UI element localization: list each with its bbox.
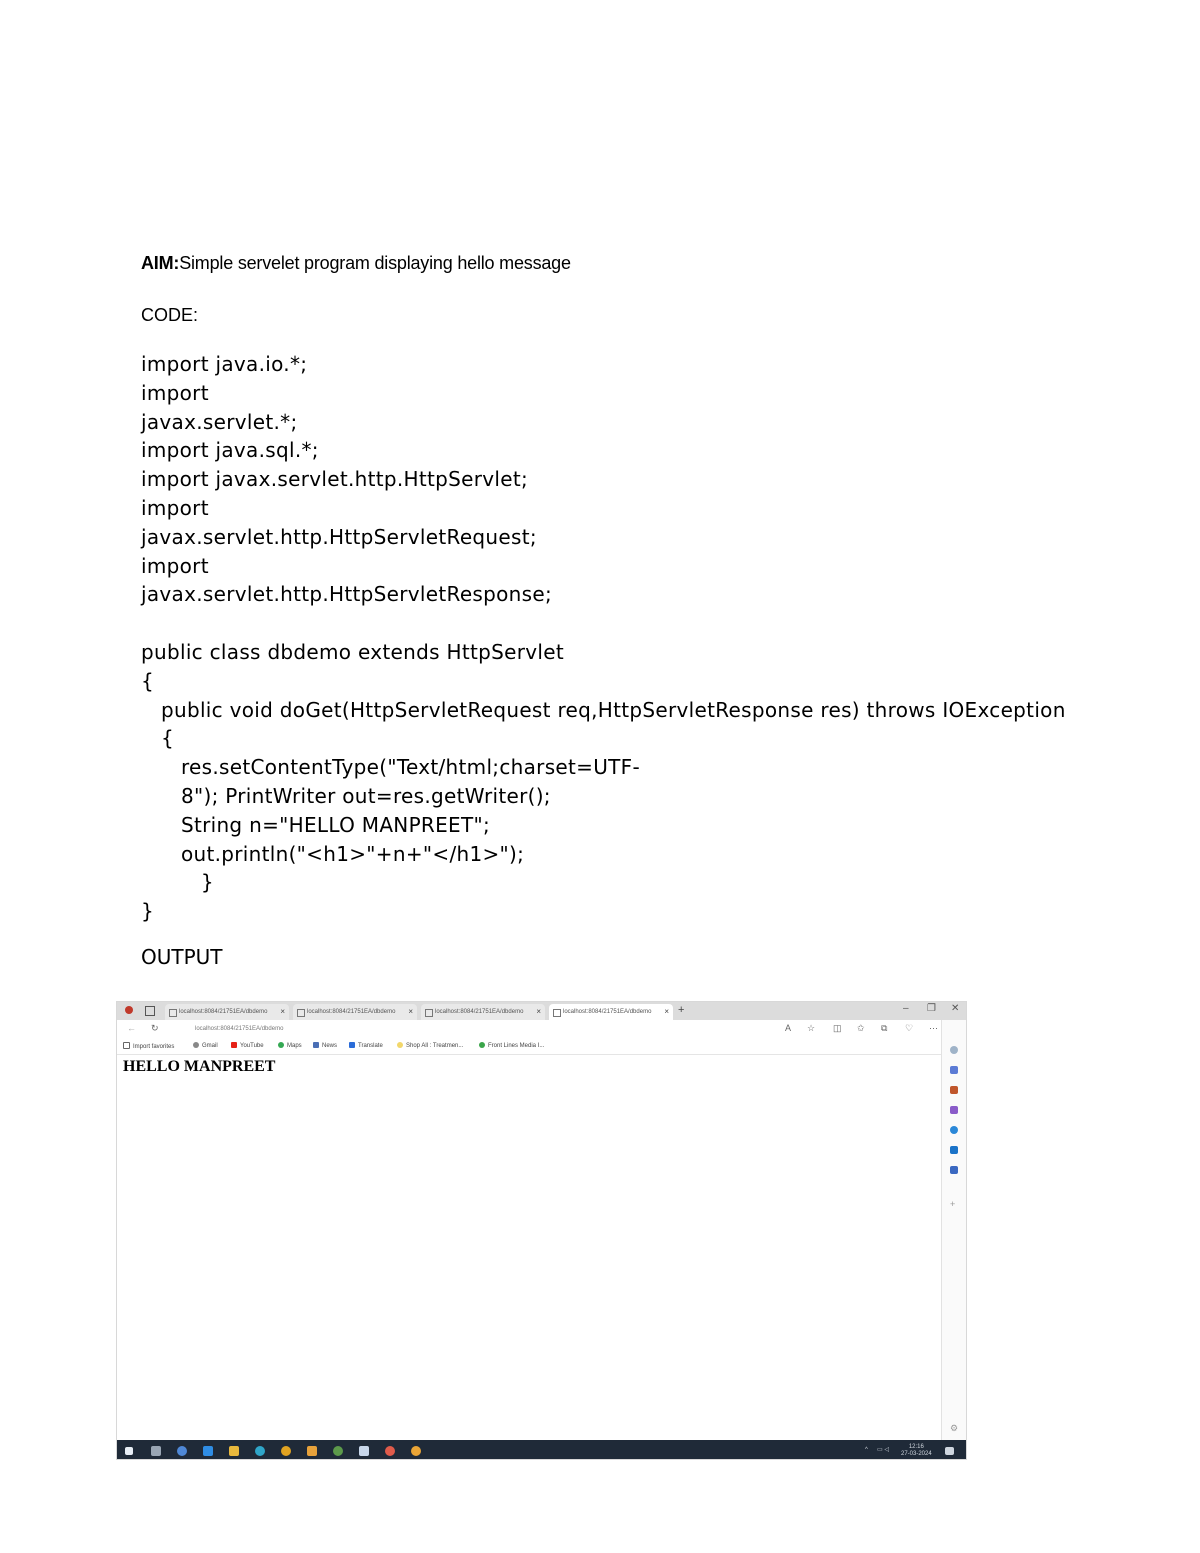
new-tab-icon[interactable]: + [678,1004,685,1016]
chrome-icon[interactable] [411,1446,421,1456]
back-icon[interactable]: ← [127,1023,136,1033]
games-icon[interactable] [950,1126,958,1134]
favorite-item[interactable]: News [313,1042,337,1049]
task-view-icon[interactable] [151,1446,161,1456]
code-line: import javax.servlet.http.HttpServlet; [141,467,529,492]
tab-bar [117,1002,966,1020]
favorite-item[interactable]: Shop All : Treatmen... [397,1042,463,1049]
translate-icon [349,1042,355,1048]
code-line: res.setContentType("Text/html;charset=UTF- [141,755,640,780]
search-icon[interactable] [950,1046,958,1054]
split-screen-icon[interactable]: ◫ [833,1023,842,1033]
favorite-item[interactable]: Translate [349,1042,383,1049]
code-line: 8"); PrintWriter out=res.getWriter(); [141,783,551,808]
page-icon [297,1009,305,1017]
refresh-icon[interactable]: ↻ [151,1023,159,1033]
edge-icon[interactable] [255,1446,265,1456]
code-line: } [141,899,155,924]
vscode-icon[interactable] [203,1446,213,1456]
youtube-icon [231,1042,237,1048]
code-heading: CODE: [141,305,199,325]
network-volume-icon[interactable]: ▭ ◁ [877,1447,889,1453]
favorite-item[interactable]: Import favorites [123,1042,174,1050]
tools-icon[interactable] [950,1066,958,1074]
aim-line [141,253,571,274]
minimize-icon[interactable]: – [903,1003,909,1014]
app-icon[interactable] [307,1446,317,1456]
browser-tab[interactable]: localhost:8084/21751EA/dbdemo × [293,1004,417,1020]
browser-tab-active[interactable]: localhost:8084/21751EA/dbdemo × [549,1004,673,1020]
front-lines-icon [479,1042,485,1048]
aim-label: AIM: [141,253,180,273]
app-icon[interactable] [177,1446,187,1456]
tray-chevron-icon[interactable]: ^ [865,1447,868,1453]
code-line [141,609,1066,638]
shopping-icon[interactable] [950,1086,958,1094]
shop-icon [397,1042,403,1048]
browser-tab[interactable]: localhost:8084/21751EA/dbdemo × [421,1004,545,1020]
code-line: import [141,495,209,520]
code-line: import [141,380,209,405]
favorite-item[interactable]: Front Lines Media I... [479,1042,544,1049]
clock-time: 12:16 [908,1444,924,1450]
favorite-icon[interactable]: ☆ [807,1023,816,1033]
more-options-icon[interactable]: ⋯ [929,1023,938,1033]
code-line: javax.servlet.http.HttpServletResponse; [141,582,553,607]
start-icon[interactable] [125,1447,133,1455]
page-icon [553,1009,561,1017]
clock-date: 27-03-2024 [901,1451,932,1457]
outlook-icon[interactable] [950,1146,958,1154]
url-field[interactable] [175,1024,765,1035]
address-bar [117,1020,966,1040]
profile-icon[interactable] [125,1006,133,1014]
close-tab-icon[interactable]: × [280,1007,285,1016]
workspaces-icon[interactable] [145,1006,155,1016]
code-line: import java.sql.*; [141,438,319,463]
clock[interactable] [901,1444,932,1458]
browser-screenshot [116,1001,967,1460]
page-heading: HELLO MANPREET [123,1058,276,1075]
close-tab-icon[interactable]: × [536,1007,541,1016]
output-heading: OUTPUT [141,945,223,969]
favorite-item[interactable]: Gmail [193,1042,218,1049]
aim-text: Simple servelet program displaying hello message [179,253,571,273]
gmail-icon [193,1042,199,1048]
code-line: { [141,726,174,751]
file-explorer-icon[interactable] [229,1446,239,1456]
code-block [141,350,1066,926]
close-tab-icon[interactable]: × [664,1007,669,1016]
code-line: { [141,668,155,693]
code-line: import java.io.*; [141,352,308,376]
code-line: public class dbdemo extends HttpServlet [141,639,564,664]
maps-icon [278,1042,284,1048]
browser-tab[interactable]: localhost:8084/21751EA/dbdemo × [165,1004,289,1020]
edge-sidebar [941,1020,966,1440]
favorites-icon[interactable]: ✩ [857,1023,865,1033]
close-window-icon[interactable]: ✕ [951,1003,960,1014]
app-icon[interactable] [359,1446,369,1456]
app-icon[interactable] [333,1446,343,1456]
code-line: } [141,870,214,895]
chrome-icon[interactable] [281,1446,291,1456]
read-aloud-icon[interactable]: A [785,1023,792,1033]
notification-icon[interactable] [945,1447,954,1455]
news-icon [313,1042,319,1048]
restore-icon[interactable]: ❐ [927,1003,936,1014]
code-line: javax.servlet.*; [141,409,298,434]
url-text: localhost:8084/21751EA/dbdemo [195,1026,284,1032]
app-icon[interactable] [385,1446,395,1456]
collections-icon[interactable]: ⧉ [881,1023,888,1033]
folder-icon [123,1042,130,1049]
page-icon [425,1009,433,1017]
page-icon [169,1009,177,1017]
office-icon[interactable] [950,1106,958,1114]
code-line: import [141,553,209,578]
favorite-item[interactable]: Maps [278,1042,302,1049]
drop-icon[interactable] [950,1166,958,1174]
favorite-item[interactable]: YouTube [231,1042,264,1049]
add-icon[interactable]: + [950,1199,956,1209]
code-line: out.println("<h1>"+n+"</h1>"); [141,841,525,866]
favorites-bar [117,1039,966,1055]
taskbar [117,1440,966,1460]
code-line: String n="HELLO MANPREET"; [141,812,491,837]
browser-essentials-icon[interactable]: ♡ [905,1023,914,1033]
code-line: public void doGet(HttpServletRequest req,HttpServletResponse res) throws IOException [141,697,1066,722]
settings-icon[interactable]: ⚙ [950,1423,959,1433]
close-tab-icon[interactable]: × [408,1007,413,1016]
code-line: javax.servlet.http.HttpServletRequest; [141,524,537,549]
